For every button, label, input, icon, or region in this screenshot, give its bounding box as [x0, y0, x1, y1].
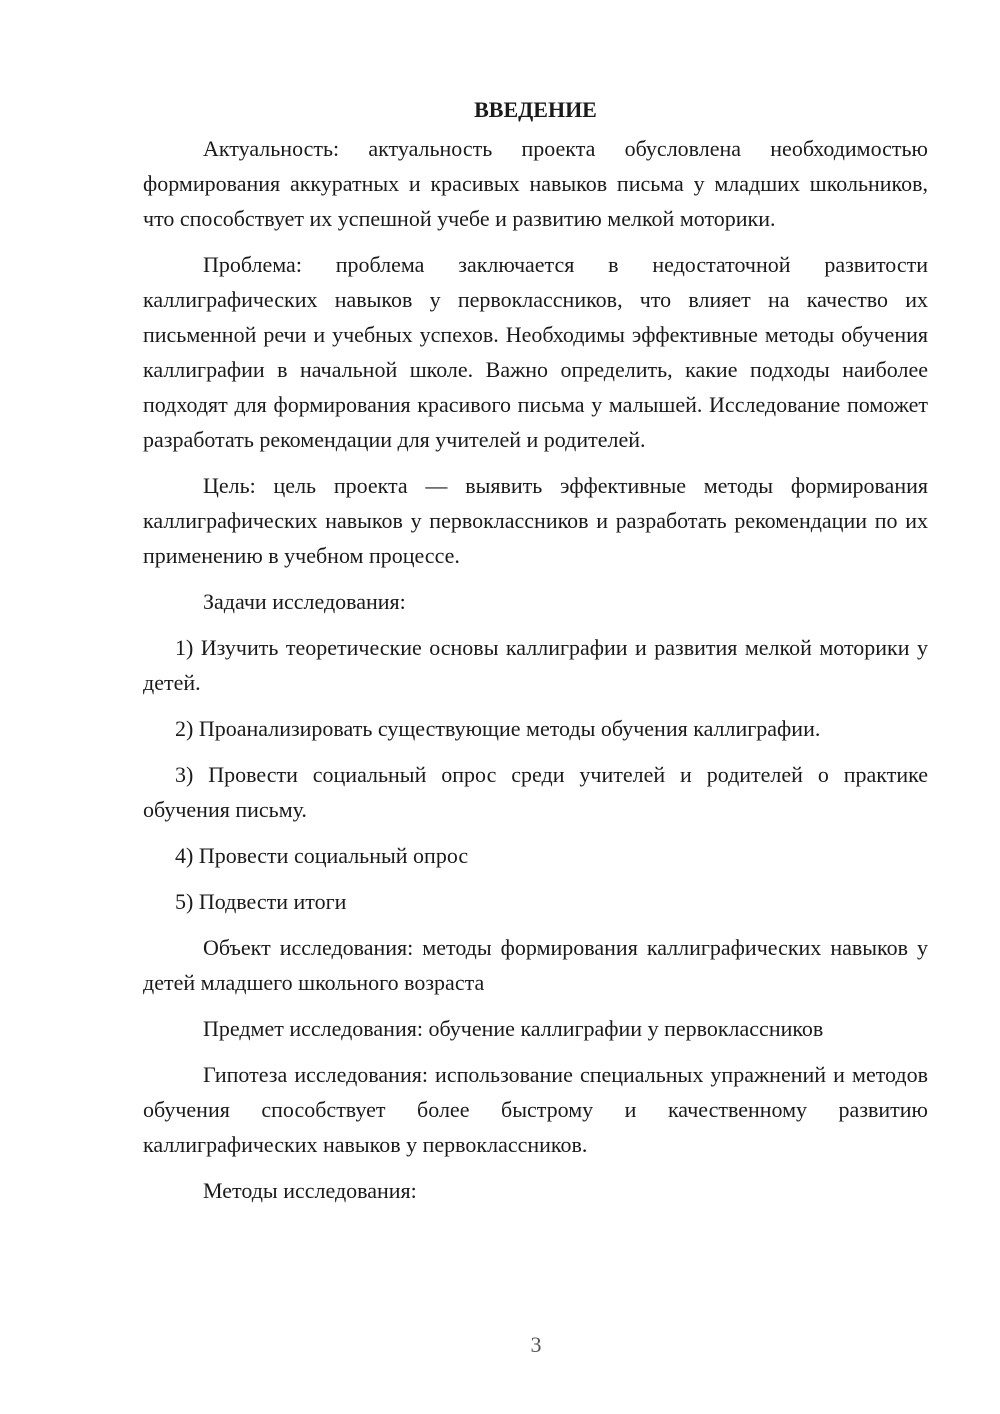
- list-item-task-3: 3) Провести социальный опрос среди учителей и родителей о практике обучения письму.: [143, 762, 928, 822]
- list-item-task-1: 1) Изучить теоретические основы каллиграфии и развития мелкой моторики у детей.: [143, 635, 928, 695]
- paragraph-tasks-heading: Задачи исследования:: [203, 589, 406, 614]
- paragraph-relevance: Актуальность: актуальность проекта обусловлена необходимостью формирования аккуратных и красивых навыков письма у младших школьников, что способствует их успешной учебе и развитию мелкой моторики.: [143, 136, 928, 231]
- paragraph-object: Объект исследования: методы формирования каллиграфических навыков у детей младшего школьного возраста: [143, 935, 928, 995]
- paragraph-methods: Методы исследования:: [203, 1178, 417, 1203]
- paragraph-goal: Цель: цель проекта — выявить эффективные методы формирования каллиграфических навыков у первоклассников и разработать рекомендации по их применению в учебном процессе.: [143, 473, 928, 568]
- list-item-task-5: 5) Подвести итоги: [175, 889, 347, 914]
- page-number: 3: [530, 1332, 542, 1357]
- list-item-task-2: 2) Проанализировать существующие методы обучения каллиграфии.: [175, 716, 821, 741]
- list-item-task-4: 4) Провести социальный опрос: [175, 843, 469, 868]
- section-title: ВВЕДЕНИЕ: [474, 97, 597, 122]
- paragraph-problem: Проблема: проблема заключается в недостаточной развитости каллиграфических навыков у первоклассников, что влияет на качество их письменной речи и учебных успехов. Необходимы эффективные методы обучения каллиграфии в начальной школе. Важно определить, какие подходы наиболее подходят для формирования красивого письма у малышей. Исследование поможет разработать рекомендации для учителей и родителей.: [143, 252, 928, 452]
- paragraph-hypothesis: Гипотеза исследования: использование специальных упражнений и методов обучения способствует более быстрому и качественному развитию каллиграфических навыков у первоклассников.: [143, 1062, 928, 1157]
- document-page: [143, 92, 928, 1219]
- paragraph-subject: Предмет исследования: обучение каллиграфии у первоклассников: [203, 1016, 824, 1041]
